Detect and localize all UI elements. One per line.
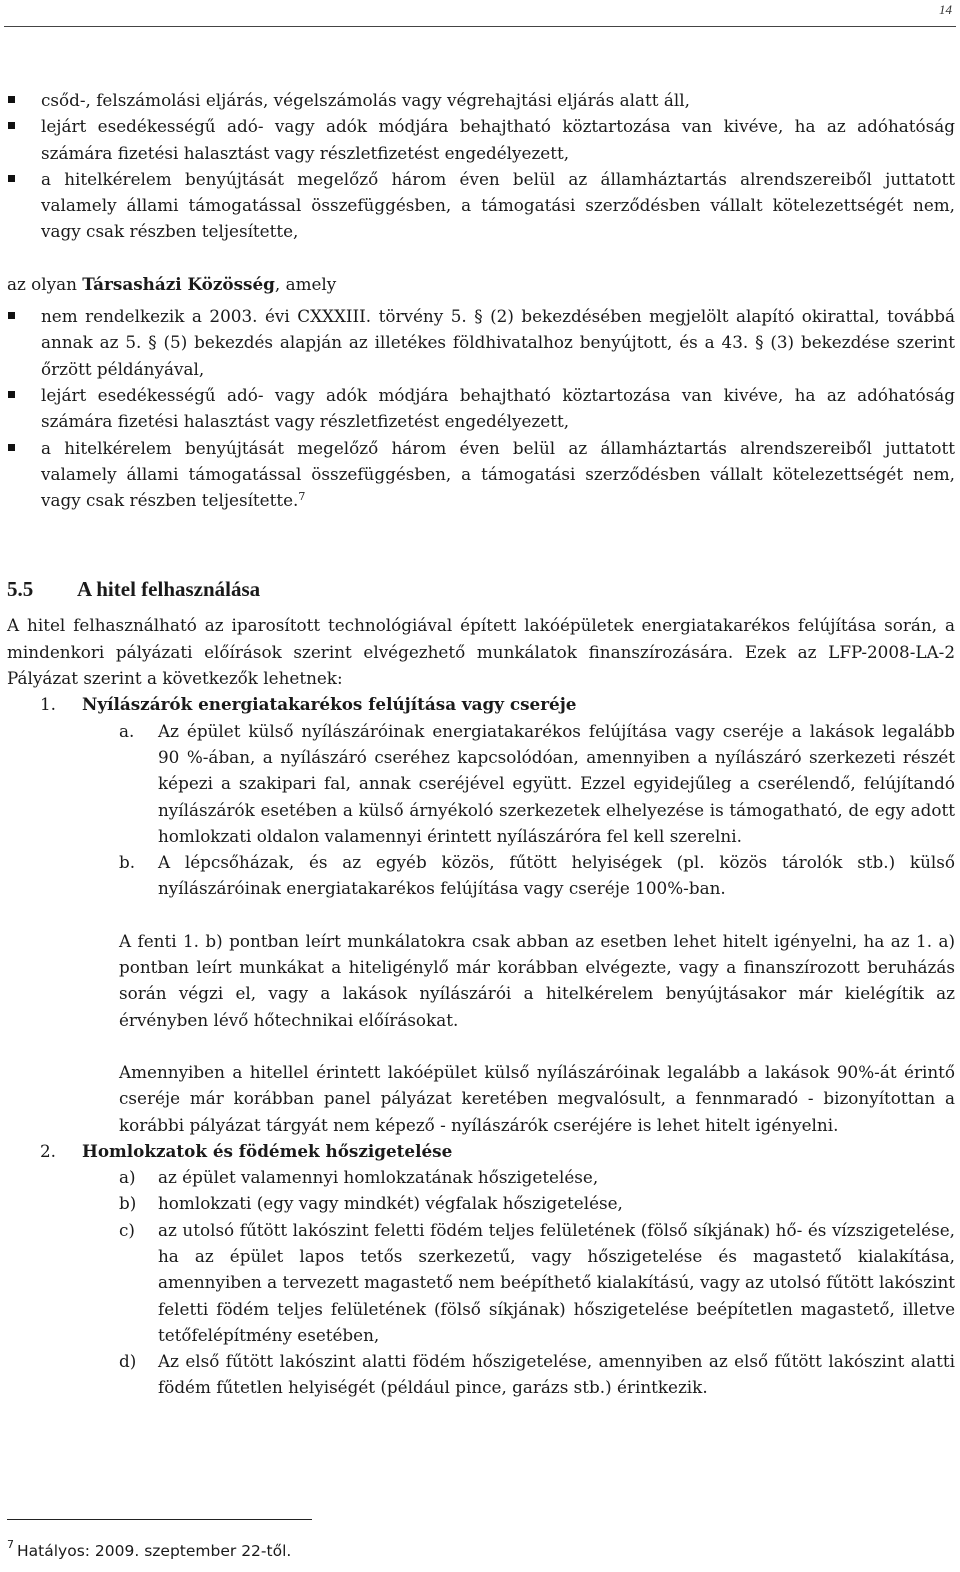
sub-item bbox=[7, 1348, 955, 1401]
section-heading bbox=[7, 574, 955, 604]
bullet-item: nem rendelkezik a 2003. évi CXXXIII. törvény 5. § (2) bekezdésében megjelölt alapító okirattal, továbbá annak az 5. § (5) bekezdés alapján az illetékes földhivatalhoz benyújtott, és a 43. § (3) bekezdése szerint őrzött példányával, bbox=[7, 303, 955, 382]
item-marker: 1. bbox=[40, 694, 57, 715]
item-title: Nyílászárók energiatakarékos felújítása vagy cseréje bbox=[82, 694, 577, 715]
sub-item-text: Az épület külső nyílászáróinak energiatakarékos felújítása vagy cseréje a lakások legalább 90 %-ában, a nyílászáró cseréhez kapcsolódóan, amennyiben a nyílászáró szerkezeti részét képezi a szakipari fal, annak cseréjével együtt. Ezzel egyidejűleg a cserélendő, felújítandó nyílászárók esetében a külső árnyékoló szerkezetek elhelyezése is támogatható, de egy adott homlokzati oldalon valamennyi érintett nyílászáróra fel kell szerelni. bbox=[158, 720, 955, 846]
bullet-item: lejárt esedékességű adó- vagy adók módjára behajtható köztartozása van kivéve, ha az adóhatóság számára fizetési halasztást vagy részletfizetést engedélyezett, bbox=[7, 382, 955, 435]
bullet-item: a hitelkérelem benyújtását megelőző három éven belül az államháztartás alrendszereiből juttatott valamely állami támogatással összefüggésben, a támogatási szerződésben vállalt kötelezettségét nem, vagy csak részben teljesítette, bbox=[7, 166, 955, 245]
intro-paragraph: az olyan Társasházi Közösség, amely bbox=[7, 273, 337, 294]
document-body bbox=[7, 87, 955, 1401]
sublist-2 bbox=[7, 1164, 955, 1401]
footnote bbox=[7, 1540, 291, 1564]
footnote-text: Hatályos: 2009. szeptember 22-től. bbox=[17, 1542, 292, 1560]
sublist-1 bbox=[7, 718, 955, 902]
sub-item bbox=[7, 1190, 955, 1216]
numbered-item-2 bbox=[7, 1138, 955, 1164]
sub-item bbox=[7, 1164, 955, 1190]
footnote-rule bbox=[7, 1519, 312, 1520]
sub-item-text: A lépcsőházak, és az egyéb közös, fűtött helyiségek (pl. közös tárolók stb.) külső nyílászáróinak energiatakarékos felújítása vagy cseréje 100%-ban. bbox=[158, 852, 955, 899]
bullet-list-2 bbox=[7, 303, 955, 516]
sub-item bbox=[7, 1217, 955, 1348]
section-intro: A hitel felhasználható az iparosított technológiával épített lakóépületek energiatakarékos felújítása során, a mindenkori pályázati előírások szerint elvégezhető munkálatok finanszírozására. Ezek az LFP-2008-LA-2 Pályázat szerint a következők lehetnek: bbox=[7, 615, 955, 689]
footnote-ref[interactable]: 7 bbox=[298, 490, 306, 504]
bullet-list-1 bbox=[7, 87, 955, 245]
sub-item bbox=[7, 849, 955, 902]
sub-item-marker: a) bbox=[119, 1167, 136, 1188]
sub-item-text: az utolsó fűtött lakószint feletti födém teljes felületének (fölső síkjának) hő- és vízszigetelése, ha az épület lapos tetős szerkezetű, vagy hőszigetelése és magastető kialakítása, amennyiben a tervezett magastető nem beépíthető kialakítású, vagy az utolsó fűtött lakószint feletti födém teljes felületének (fölső síkjának) hőszigetelése beépítetlen magastető, illetve tetőfelépítmény esetében, bbox=[158, 1219, 955, 1345]
bullet-item: csőd-, felszámolási eljárás, végelszámolás vagy végrehajtási eljárás alatt áll, bbox=[7, 87, 955, 113]
numbered-list bbox=[7, 691, 955, 717]
intro-bold: Társasházi Közösség bbox=[82, 273, 275, 294]
sub-item-marker: b) bbox=[119, 1193, 137, 1214]
bullet-item: lejárt esedékességű adó- vagy adók módjára behajtható köztartozása van kivéve, ha az adóhatóság számára fizetési halasztást vagy részletfizetést engedélyezett, bbox=[7, 113, 955, 166]
numbered-item-1 bbox=[7, 691, 955, 717]
sub-item-text: az épület valamennyi homlokzatának hőszigetelése, bbox=[158, 1167, 599, 1188]
note-paragraph: A fenti 1. b) pontban leírt munkálatokra csak abban az esetben lehet hitelt igényelni, ha az 1. a) pontban leírt munkákat a hiteligénylő már korábban elvégezte, vagy a finanszírozott beruházás során végzi el, vagy a lakások nyílászárói a hitelkérelem benyújtásakor már kielégítik az érvényben lévő hőtechnikai előírásokat. bbox=[119, 930, 955, 1030]
item-marker: 2. bbox=[40, 1140, 57, 1161]
header-rule bbox=[4, 26, 956, 27]
section-title: A hitel felhasználása bbox=[77, 577, 261, 602]
sub-item-marker: d) bbox=[119, 1351, 137, 1372]
bullet-item: a hitelkérelem benyújtását megelőző három éven belül az államháztartás alrendszereiből juttatott valamely állami támogatással összefüggésben, a támogatási szerződésben vállalt kötelezettségét nem, vagy csak részben teljesítette.$^7$ bbox=[7, 435, 955, 517]
sub-item bbox=[7, 718, 955, 849]
sub-item-marker: b. bbox=[119, 852, 136, 873]
item-title: Homlokzatok és födémek hőszigetelése bbox=[82, 1140, 453, 1161]
sub-item-text: Az első fűtött lakószint alatti födém hőszigetelése, amennyiben az első fűtött lakószint alatti födém fűtetlen helyiségét (például pince, garázs stb.) érintkezik. bbox=[158, 1351, 955, 1398]
numbered-list bbox=[7, 1138, 955, 1164]
sub-item-text: homlokzati (egy vagy mindkét) végfalak hőszigetelése, bbox=[158, 1193, 623, 1214]
note-paragraph: Amennyiben a hitellel érintett lakóépület külső nyílászáróinak legalább a lakások 90%-át érintő cseréje már korábban panel pályázat keretében megvalósult, a fennmaradó - bizonyítottan a korábbi pályázat tárgyát nem képező - nyílászárók cseréjére is lehet hitelt igényelni. bbox=[119, 1061, 955, 1135]
section-number: 5.5 bbox=[7, 577, 34, 602]
footnote-number: 7 bbox=[7, 1538, 14, 1551]
page-number: 14 bbox=[939, 2, 952, 17]
sub-item-marker: c) bbox=[119, 1219, 135, 1240]
sub-item-marker: a. bbox=[119, 720, 135, 741]
